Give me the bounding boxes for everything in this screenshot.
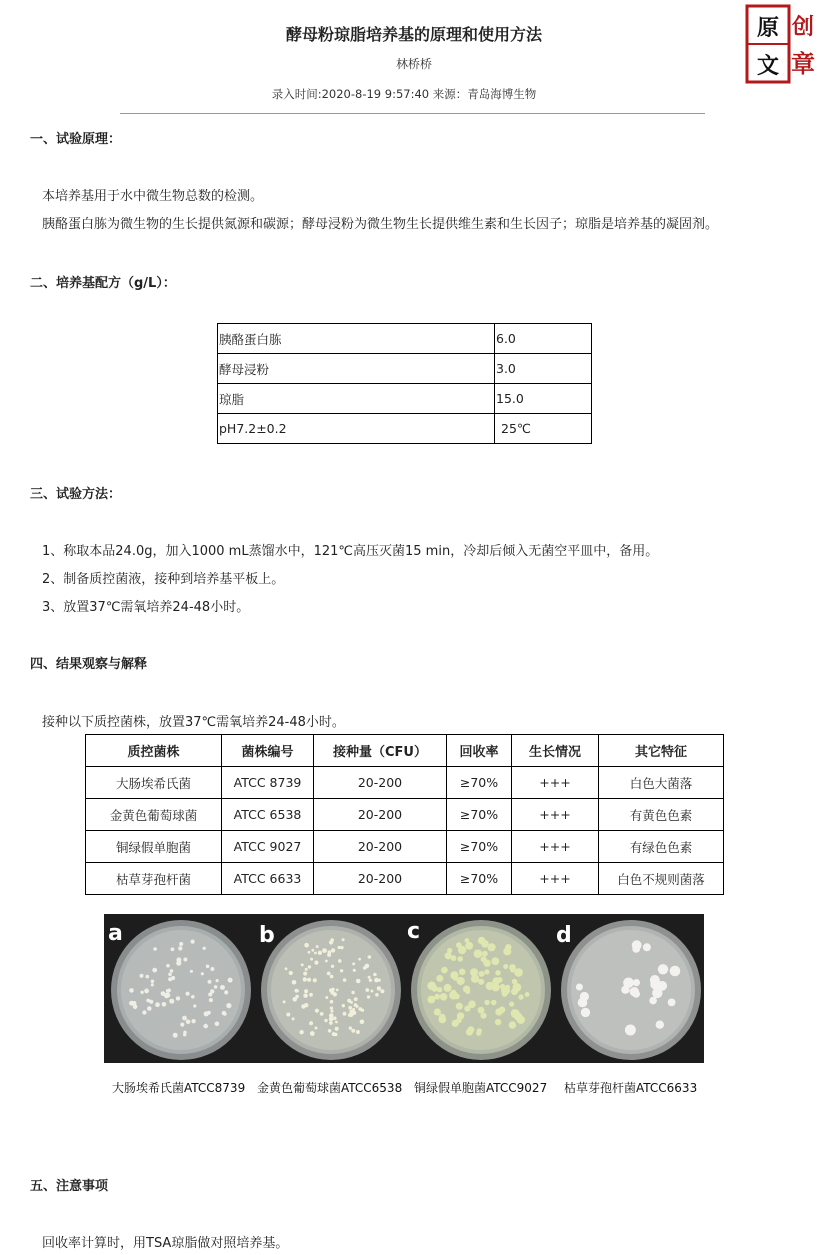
colony <box>333 992 337 996</box>
colony <box>451 990 456 995</box>
colony <box>335 1021 338 1024</box>
colony <box>301 963 304 966</box>
colony <box>304 943 309 948</box>
caption-c: 铜绿假单胞菌ATCC9027 <box>414 1081 548 1095</box>
panel-label-a: a <box>108 921 123 946</box>
colony <box>308 965 311 968</box>
colony <box>488 943 496 951</box>
section2-heading: 二、培养基配方（g/L）： <box>30 276 176 291</box>
colony <box>331 988 334 991</box>
colony <box>328 950 332 954</box>
colony <box>342 938 345 941</box>
colony <box>209 998 213 1002</box>
colony <box>176 957 181 962</box>
colony <box>155 1002 160 1007</box>
colony <box>378 979 381 982</box>
col-header: 质控菌株 <box>86 735 222 767</box>
colony <box>285 967 288 970</box>
colony <box>581 1008 590 1017</box>
section4-intro: 接种以下质控菌株，放置37℃需氧培养24-48小时。 <box>42 715 345 730</box>
colony <box>495 1019 501 1025</box>
section1-line-2: 胰酪蛋白胨为微生物的生长提供氮源和碳源；酵母浸粉为微生物生长提供维生素和生长因子；琼脂是培养基的凝固剂。 <box>42 217 719 232</box>
colony <box>178 946 182 950</box>
colony <box>210 989 214 993</box>
divider <box>120 113 705 114</box>
colony <box>456 1003 463 1010</box>
colony <box>457 977 465 985</box>
colony <box>301 1004 305 1008</box>
formula-name: 琼脂 <box>218 384 495 414</box>
colony <box>332 1032 336 1036</box>
colony <box>458 946 466 954</box>
colony <box>365 964 370 969</box>
qc-strain-table <box>85 734 724 895</box>
petri-dish-photo <box>104 914 704 1063</box>
colony <box>480 1013 486 1019</box>
colony <box>360 1009 363 1012</box>
colony <box>454 994 460 1000</box>
table-cell: ATCC 9027 <box>222 831 314 863</box>
colony <box>330 1007 333 1010</box>
colony <box>292 980 297 985</box>
colony <box>307 978 311 982</box>
seal-char-4: 章 <box>791 50 815 78</box>
colony <box>191 1019 195 1023</box>
colony <box>503 964 508 969</box>
colony <box>176 996 180 1000</box>
colony <box>166 964 170 968</box>
colony <box>440 993 448 1001</box>
col-header: 生长情况 <box>512 735 599 767</box>
colony <box>129 1001 134 1006</box>
colony <box>221 986 225 990</box>
colony <box>170 969 174 973</box>
table-cell: 大肠埃希氏菌 <box>86 767 222 799</box>
colony <box>322 948 327 953</box>
table-cell: +++ <box>512 767 599 799</box>
author: 林桥桥 <box>395 57 432 71</box>
colony <box>514 968 523 977</box>
colony <box>467 1026 474 1033</box>
colony <box>439 1014 445 1020</box>
method-step-3: 3、放置37℃需氧培养24-48小时。 <box>42 600 250 615</box>
colony <box>509 964 516 971</box>
table-cell: ATCC 8739 <box>222 767 314 799</box>
colony <box>295 989 299 993</box>
colony <box>305 968 308 971</box>
colony <box>478 1007 485 1014</box>
colony <box>356 1005 359 1008</box>
colony <box>151 983 154 986</box>
colony <box>168 977 172 981</box>
colony <box>331 948 335 952</box>
colony <box>459 969 466 976</box>
colony <box>310 958 313 961</box>
colony <box>142 1010 146 1014</box>
seal-char-2: 创 <box>791 15 815 40</box>
col-header: 接种量（CFU） <box>314 735 447 767</box>
colony <box>203 947 206 950</box>
panel-label-d: d <box>556 923 572 948</box>
page-title: 酵母粉琼脂培养基的原理和使用方法 <box>285 25 542 44</box>
colony <box>509 1021 516 1028</box>
table-row <box>86 767 724 799</box>
colony <box>304 989 308 993</box>
colony <box>183 958 187 962</box>
colony <box>349 1026 352 1029</box>
colony <box>632 990 640 998</box>
colony <box>333 1017 337 1021</box>
colony <box>356 1030 360 1034</box>
colony <box>208 980 212 984</box>
colony <box>350 1001 353 1004</box>
colony <box>329 1017 334 1022</box>
colony <box>656 1021 664 1029</box>
colony <box>373 973 377 977</box>
section5-text: 回收率计算时，用TSA琼脂做对照培养基。 <box>42 1236 289 1251</box>
colony <box>369 979 372 982</box>
colony <box>368 955 372 959</box>
col-header: 回收率 <box>447 735 512 767</box>
colony <box>491 1000 497 1006</box>
table-cell: ATCC 6538 <box>222 799 314 831</box>
colony <box>370 990 373 993</box>
colony <box>201 972 204 975</box>
colony <box>166 989 170 993</box>
colony <box>495 1008 502 1015</box>
meta-info: 录入时间:2020-8-19 9:57:40 来源：青岛海博生物 <box>271 87 537 101</box>
colony <box>445 952 452 959</box>
colony <box>183 1033 186 1036</box>
colony <box>465 942 473 950</box>
table-cell: 有黄色色素 <box>599 799 724 831</box>
colony <box>348 1006 352 1010</box>
colony <box>147 1006 152 1011</box>
formula-table <box>217 323 592 444</box>
colony <box>360 1020 365 1025</box>
colony <box>193 1004 196 1007</box>
colony <box>649 997 657 1005</box>
table-cell: ≥70% <box>447 799 512 831</box>
formula-row <box>218 384 592 414</box>
colony <box>502 991 508 997</box>
colony <box>129 988 134 993</box>
table-row <box>86 863 724 895</box>
colony <box>314 952 317 955</box>
colony <box>377 986 381 990</box>
colony <box>479 971 485 977</box>
colony <box>330 975 334 979</box>
colony <box>340 969 343 972</box>
colony <box>308 951 311 954</box>
colony <box>146 975 150 979</box>
method-step-1: 1、称取本品24.0g，加入1000 mL蒸馏水中，121℃高压灭菌15 min，冷却后倾入无菌空平皿中，备用。 <box>42 544 659 559</box>
colony <box>465 989 470 994</box>
colony <box>441 967 448 974</box>
colony <box>226 1003 231 1008</box>
colony <box>643 943 651 951</box>
table-cell: 20-200 <box>314 831 447 863</box>
table-cell: 20-200 <box>314 863 447 895</box>
section1-line-1: 本培养基用于水中微生物总数的检测。 <box>42 189 264 204</box>
colony <box>358 958 361 961</box>
colony <box>324 1019 327 1022</box>
colony <box>153 947 157 951</box>
colony <box>338 959 342 963</box>
table-cell: 枯草芽孢杆菌 <box>86 863 222 895</box>
colony <box>316 945 319 948</box>
colony <box>303 972 307 976</box>
colony <box>351 1029 355 1033</box>
formula-name: 酵母浸粉 <box>218 354 495 384</box>
original-article-seal <box>745 4 817 86</box>
colony <box>353 969 356 972</box>
colony <box>292 1017 295 1020</box>
colony <box>149 1000 153 1004</box>
colony <box>186 1020 191 1025</box>
colony <box>215 1022 220 1027</box>
colony <box>328 1029 332 1033</box>
method-step-2: 2、制备质控菌液，接种到培养基平板上。 <box>42 572 285 587</box>
colony <box>309 993 313 997</box>
table-cell: 白色不规则菌落 <box>599 863 724 895</box>
colony <box>203 1024 208 1029</box>
colony <box>186 992 190 996</box>
colony <box>315 1027 318 1030</box>
colony <box>320 1012 324 1016</box>
colony <box>482 951 488 957</box>
colony <box>343 1012 347 1016</box>
colony <box>340 946 343 949</box>
panel-label-b: b <box>259 923 275 948</box>
colony <box>289 971 293 975</box>
caption-a: 大肠埃希氏菌ATCC8739 <box>112 1081 246 1095</box>
formula-row <box>218 354 592 384</box>
colony <box>491 957 499 965</box>
colony <box>303 994 307 998</box>
colony <box>206 965 210 969</box>
colony <box>152 968 157 973</box>
colony <box>180 1023 184 1027</box>
colony <box>352 962 355 965</box>
colony <box>367 995 370 998</box>
table-cell: ATCC 6633 <box>222 863 314 895</box>
section4-heading: 四、结果观察与解释 <box>30 657 148 672</box>
colony <box>427 982 436 991</box>
colony <box>578 998 588 1008</box>
colony <box>650 975 660 985</box>
formula-value: 15.0 <box>495 384 592 414</box>
colony <box>283 1000 286 1003</box>
table-cell: +++ <box>512 799 599 831</box>
colony <box>356 979 361 984</box>
colony <box>327 972 331 976</box>
colony <box>354 997 358 1001</box>
formula-row <box>218 324 592 354</box>
colony <box>224 990 228 994</box>
colony <box>331 965 334 968</box>
colony <box>351 991 354 994</box>
colony <box>658 964 668 974</box>
colony <box>168 973 172 977</box>
caption-b: 金黄色葡萄球菌ATCC6538 <box>257 1081 403 1095</box>
colony <box>331 1010 334 1013</box>
colony <box>299 1030 303 1034</box>
colony <box>207 1011 211 1015</box>
table-cell: 有绿色色素 <box>599 831 724 863</box>
colony <box>500 984 505 989</box>
colony <box>191 940 195 944</box>
colony <box>486 982 494 990</box>
colony <box>216 979 219 982</box>
panel-label-c: c <box>407 919 421 944</box>
colony <box>576 984 583 991</box>
colony <box>668 999 676 1007</box>
colony <box>223 1012 227 1016</box>
colony <box>309 1021 313 1025</box>
colony <box>436 975 443 982</box>
table-cell: 金黄色葡萄球菌 <box>86 799 222 831</box>
colony <box>173 1033 178 1038</box>
colony <box>471 975 479 983</box>
colony <box>525 992 530 997</box>
colony <box>476 1031 481 1036</box>
colony <box>444 984 452 992</box>
table-cell: 铜绿假单胞菌 <box>86 831 222 863</box>
colony <box>484 1000 489 1005</box>
section3-heading: 三、试验方法： <box>30 487 122 502</box>
colony <box>518 994 523 999</box>
colony <box>210 967 214 971</box>
col-header: 菌株编号 <box>222 735 314 767</box>
table-cell: ≥70% <box>447 767 512 799</box>
colony <box>182 1016 187 1021</box>
colony <box>286 1013 290 1017</box>
colony <box>456 1018 462 1024</box>
colony <box>623 978 634 989</box>
colony <box>151 980 155 984</box>
colony <box>517 1016 525 1024</box>
colony <box>179 942 183 946</box>
seal-char-1: 原 <box>756 16 780 41</box>
colony <box>169 999 174 1004</box>
colony <box>315 1009 319 1013</box>
colony <box>311 949 314 952</box>
colony <box>330 1000 334 1004</box>
colony <box>325 960 328 963</box>
colony <box>493 977 501 985</box>
colony <box>329 940 333 944</box>
colony <box>329 1021 333 1025</box>
colony <box>633 979 640 986</box>
colony <box>161 991 166 996</box>
table-cell: 20-200 <box>314 799 447 831</box>
colony <box>214 985 218 989</box>
colony <box>191 995 195 999</box>
seal-char-3: 文 <box>756 54 780 79</box>
colony <box>365 988 369 992</box>
colony <box>511 988 518 995</box>
formula-value: 3.0 <box>495 354 592 384</box>
colony <box>484 969 489 974</box>
colony <box>670 966 681 977</box>
colony <box>140 974 144 978</box>
colony <box>375 993 379 997</box>
table-cell: 白色大菌落 <box>599 767 724 799</box>
table-cell: ≥70% <box>447 831 512 863</box>
colony <box>162 1002 167 1007</box>
colony <box>481 940 489 948</box>
colony <box>464 1006 470 1012</box>
formula-row <box>218 414 592 444</box>
colony <box>313 978 317 982</box>
colony <box>342 1004 345 1007</box>
col-header: 其它特征 <box>599 735 724 767</box>
colony <box>434 994 440 1000</box>
colony <box>338 946 341 949</box>
section1-heading: 一、试验原理： <box>30 132 122 147</box>
colony <box>349 1010 353 1014</box>
table-cell: +++ <box>512 863 599 895</box>
colony <box>625 1025 636 1036</box>
colony <box>474 949 483 958</box>
formula-name: pH7.2±0.2 <box>218 414 495 444</box>
colony <box>368 976 371 979</box>
table-cell: ≥70% <box>447 863 512 895</box>
colony <box>295 995 299 999</box>
colony <box>457 956 463 962</box>
formula-name: 胰酪蛋白胨 <box>218 324 495 354</box>
caption-d: 枯草芽孢杆菌ATCC6633 <box>564 1081 698 1095</box>
colony <box>314 961 318 965</box>
colony <box>335 1027 339 1031</box>
colony <box>303 977 307 981</box>
table-row <box>86 831 724 863</box>
table-cell: +++ <box>512 831 599 863</box>
colony <box>144 989 149 994</box>
formula-value: 25℃ <box>495 414 592 444</box>
colony <box>380 989 384 993</box>
colony <box>318 951 322 955</box>
formula-value: 6.0 <box>495 324 592 354</box>
table-header-row <box>86 735 724 767</box>
colony <box>509 1002 514 1007</box>
colony <box>325 996 328 999</box>
colony <box>348 1013 351 1016</box>
colony <box>133 1005 138 1010</box>
colony <box>310 1031 315 1036</box>
section5-heading: 五、注意事项 <box>30 1179 109 1194</box>
colony <box>228 978 233 983</box>
colony <box>428 996 436 1004</box>
table-cell: 20-200 <box>314 767 447 799</box>
colony <box>495 970 500 975</box>
colony <box>190 970 193 973</box>
colony <box>165 993 170 998</box>
colony <box>343 978 347 982</box>
colony <box>336 989 339 992</box>
colony <box>503 947 511 955</box>
table-row <box>86 799 724 831</box>
colony <box>481 956 487 962</box>
colony <box>140 991 143 994</box>
colony <box>434 1008 441 1015</box>
colony <box>171 947 175 951</box>
colony <box>632 940 642 950</box>
